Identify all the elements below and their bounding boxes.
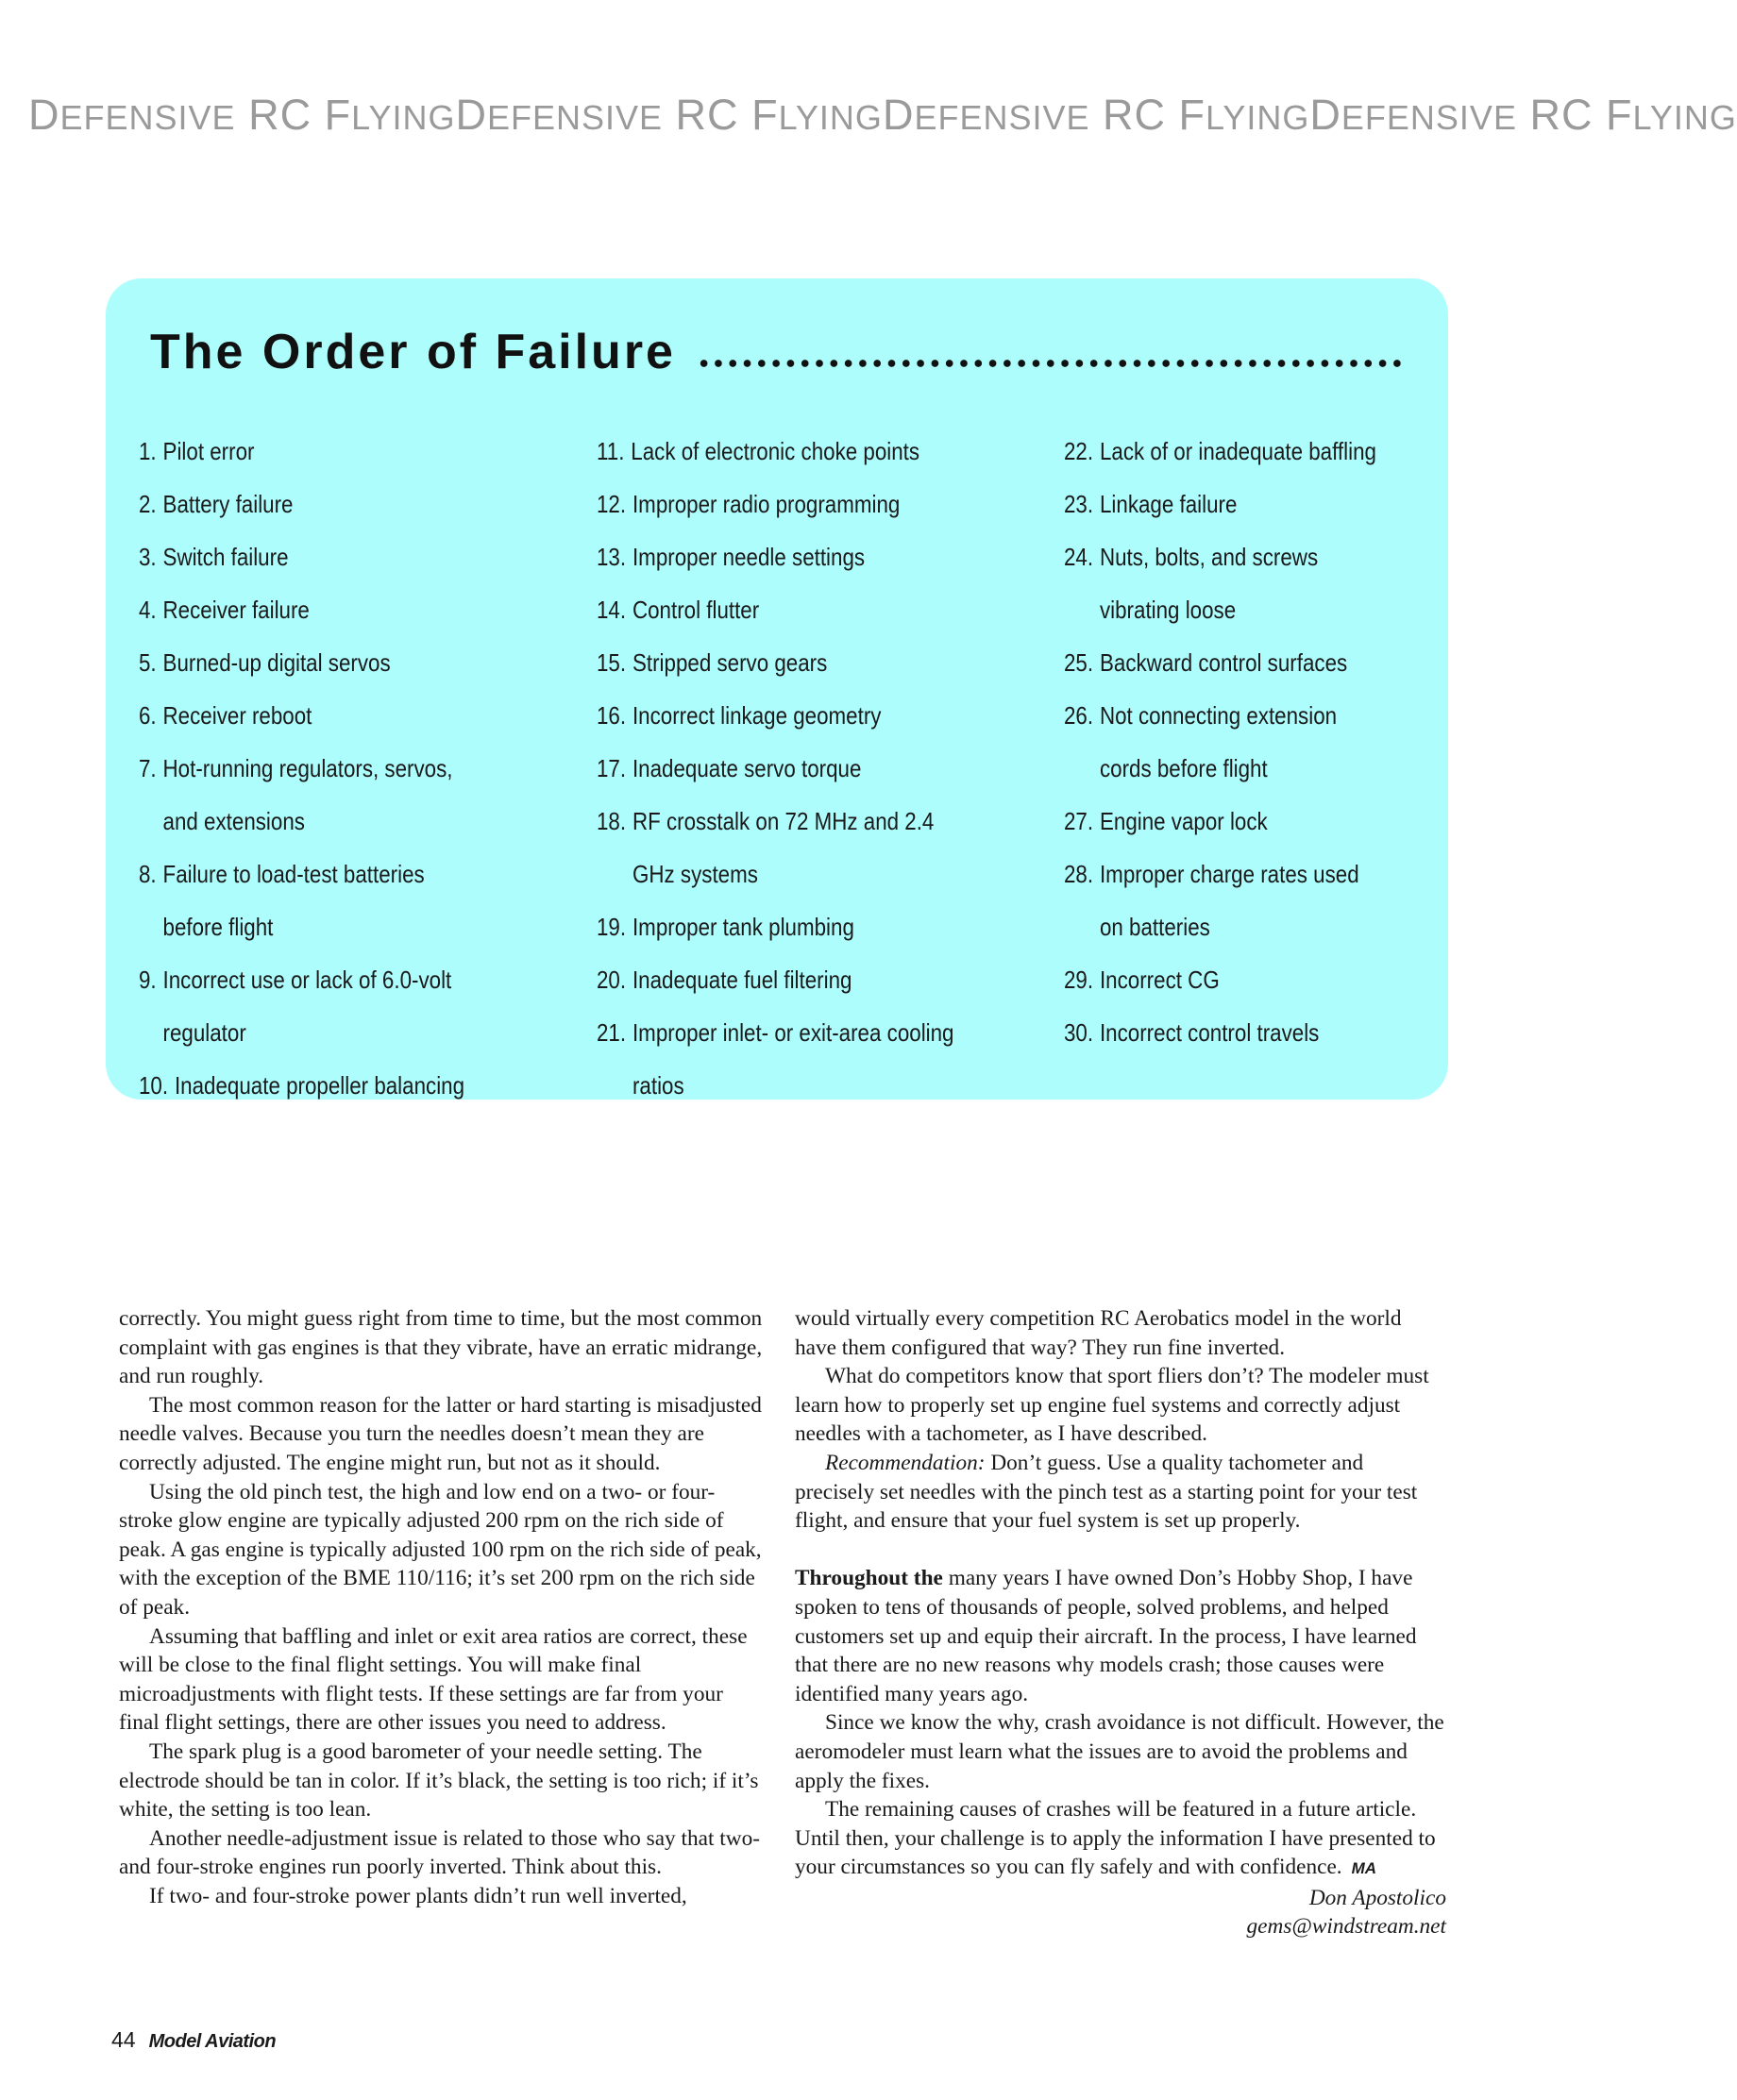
list-item-text: Improper needle settings [632,543,866,571]
list-item-number: 8. [139,860,157,888]
list-item-number: 9. [139,966,157,994]
list-item-number: 15. [597,648,627,677]
article-paragraph: would virtually every competition RC Aerobatics model in the world have them configured that way? They run fine inverted. [795,1306,1402,1360]
failure-list-item [597,953,987,1006]
list-item-number: 4. [139,596,157,624]
article-right-column [795,1304,1446,1941]
list-item-text: Inadequate servo torque [632,754,862,782]
list-item-number: 20. [597,966,627,994]
author-name: Don Apostolico [1308,1885,1446,1910]
list-item-text: Battery failure [162,490,294,518]
list-item-text: Inadequate fuel filtering [632,966,852,994]
failure-list-item [139,742,529,848]
failure-list-item [597,583,987,636]
list-item-text: Incorrect control travels [1099,1018,1320,1047]
failure-list-item [597,478,987,530]
failure-list-item [139,636,529,689]
recommendation-label: Recommendation: [825,1450,986,1475]
list-item-number: 22. [1064,437,1094,465]
magazine-name: Model Aviation [148,2031,277,2052]
list-item-text: Stripped servo gears [632,648,828,677]
list-item-number: 24. [1064,543,1094,571]
dot-leader [697,360,1406,367]
list-item-number: 5. [139,648,157,677]
article-paragraph: The spark plug is a good barometer of your needle setting. The electrode should be tan in color. If it’s black, the setting is too rich; if it’s white, the setting is too lean. [119,1739,759,1823]
article-paragraph: Using the old pinch test, the high and low end on a two- or four-stroke glow engine are typically adjusted 200 rpm on the rich side of peak. A gas engine is typically adjusted 100 rpm on the rich side of peak, with the exception of the BME 110/116; it’s set 200 rpm on the rich side of peak. [119,1479,762,1620]
failure-list-item [1064,478,1454,530]
failure-list-item [1064,689,1454,795]
list-item-text: Engine vapor lock [1099,807,1268,835]
list-item-text: Receiver failure [162,596,310,624]
failure-list-item [1064,425,1454,478]
list-item-text: Burned-up digital servos [162,648,391,677]
article-paragraph: Throughout the many years I have owned Don’s Hobby Shop, I have spoken to tens of thousands of people, solved problems, and helped customers set up and equip their aircraft. In the process, I have learned that there are no new reasons why models crash; those causes were identified many years ago. [795,1566,1417,1706]
list-item-text: Receiver reboot [162,701,312,730]
failure-list-item [597,900,987,953]
failure-list-item [1064,530,1454,636]
failure-list-column-2 [597,425,987,1112]
failure-list-item [1064,795,1454,848]
failure-list-item [597,795,987,900]
failure-list-item [597,425,987,478]
failure-list-item [139,848,529,953]
sidebar-title: The Order of Failure [150,325,676,379]
failure-list-item [139,583,529,636]
failure-list-item [1064,953,1454,1006]
failure-list-item [139,478,529,530]
running-head-item: DEFENSIVE RC FLYING [28,91,456,139]
failure-list-item [597,636,987,689]
list-item-number: 2. [139,490,157,518]
list-item-number: 13. [597,543,627,571]
list-item-number: 27. [1064,807,1094,835]
list-item-text: Backward control surfaces [1099,648,1348,677]
list-item-text: Inadequate propeller balancing [174,1071,465,1100]
failure-list-item [1064,848,1454,953]
failure-list-item [139,425,529,478]
list-item-number: 1. [139,437,157,465]
page-footer [111,2027,276,2053]
article-paragraph: correctly. You might guess right from time to time, but the most common complaint with gas engines is that they vibrate, have an erratic midrange, and run roughly. [119,1306,763,1389]
list-item-number: 6. [139,701,157,730]
list-item-text: Linkage failure [1099,490,1238,518]
article-paragraph: Assuming that baffling and inlet or exit area ratios are correct, these will be close to the final flight settings. You will make final microadjustments with flight tests. If these settings are far from your final flight settings, there are other issues you need to address. [119,1623,748,1736]
list-item-text: RF crosstalk on 72 MHz and 2.4 GHz systems [632,807,935,888]
list-item-text: Improper inlet- or exit-area cooling ratios [632,1018,954,1100]
list-item-number: 11. [597,437,625,465]
list-item-number: 19. [597,913,627,941]
list-item-number: 7. [139,754,157,782]
failure-list-item [597,742,987,795]
list-item-number: 30. [1064,1018,1094,1047]
list-item-number: 14. [597,596,627,624]
failure-list-column-3 [1064,425,1454,1059]
running-head [28,91,1737,140]
failure-list-item [139,1059,529,1112]
list-item-number: 12. [597,490,627,518]
author-email: gems@windstream.net [1246,1914,1446,1940]
failure-list-item [1064,636,1454,689]
article-paragraph: The most common reason for the latter or hard starting is misadjusted needle valves. Because you turn the needles doesn’t mean they are correctly adjusted. The engine might run, but not as it should. [119,1392,762,1475]
list-item-number: 3. [139,543,157,571]
page-number: 44 [111,2027,136,2052]
list-item-text: Failure to load-test batteries before flight [162,860,425,941]
failure-list-column-1 [139,425,529,1112]
list-item-text: Incorrect use or lack of 6.0-volt regulator [162,966,452,1047]
failure-list-item [597,1006,987,1112]
list-item-text: Incorrect CG [1099,966,1220,994]
list-item-number: 18. [597,807,627,835]
list-item-text: Hot-running regulators, servos, and extensions [162,754,453,835]
list-item-text: Control flutter [632,596,760,624]
list-item-text: Not connecting extension cords before flight [1099,701,1338,782]
list-item-text: Nuts, bolts, and screws vibrating loose [1099,543,1319,624]
running-head-item: DEFENSIVE RC FLYING [882,91,1310,139]
failure-list-item [139,953,529,1059]
recommendation-paragraph [795,1449,1446,1536]
failure-list-item [597,689,987,742]
lead-in: Throughout the [795,1566,943,1591]
list-item-text: Improper radio programming [632,490,901,518]
list-item-text: Pilot error [162,437,255,465]
article-paragraph: If two- and four-stroke power plants didn’t run well inverted, [149,1883,687,1908]
recommendation-text: Don’t guess. Use a quality tachometer and precisely set needles with the pinch test as a starting point for your test flight, and ensure that your fuel system is set up properly. [795,1450,1418,1534]
list-item-text: Lack of electronic choke points [631,437,920,465]
list-item-number: 28. [1064,860,1094,888]
running-head-item: DEFENSIVE RC FLYING [1309,91,1737,139]
article-paragraph: Since we know the why, crash avoidance is not difficult. However, the aeromodeler must learn what the issues are to avoid the problems and apply the fixes. [795,1710,1444,1793]
list-item-text: Lack of or inadequate baffling [1099,437,1376,465]
article-left-column [119,1304,766,1910]
list-item-text: Improper tank plumbing [632,913,854,941]
article-paragraph: The remaining causes of crashes will be featured in a future article. Until then, your challenge is to apply the information I have presented to your circumstances so you can fly safely and with confidence. MA [795,1797,1436,1880]
running-head-item: DEFENSIVE RC FLYING [455,91,883,139]
list-item-text: Switch failure [162,543,289,571]
sidebar-title-row [150,314,1406,380]
list-item-number: 17. [597,754,627,782]
article-paragraph: What do competitors know that sport fliers don’t? The modeler must learn how to properly set up engine fuel systems and correctly adjust needles with a tachometer, as I have described. [795,1364,1429,1447]
list-item-number: 16. [597,701,627,730]
list-item-number: 21. [597,1018,627,1047]
list-item-number: 10. [139,1071,169,1100]
list-item-number: 29. [1064,966,1094,994]
list-item-text: Incorrect linkage geometry [632,701,882,730]
failure-list-item [139,689,529,742]
article-paragraph: Another needle-adjustment issue is related to those who say that two- and four-stroke engines run poorly inverted. Think about this. [119,1825,760,1880]
list-item-number: 23. [1064,490,1094,518]
list-item-text: Improper charge rates used on batteries [1099,860,1359,941]
failure-list-item [597,530,987,583]
failure-list-item [139,530,529,583]
order-of-failure-sidebar [106,278,1448,1100]
failure-list-item [1064,1006,1454,1059]
ma-end-mark: MA [1351,1859,1377,1878]
list-item-number: 26. [1064,701,1094,730]
list-item-number: 25. [1064,648,1094,677]
